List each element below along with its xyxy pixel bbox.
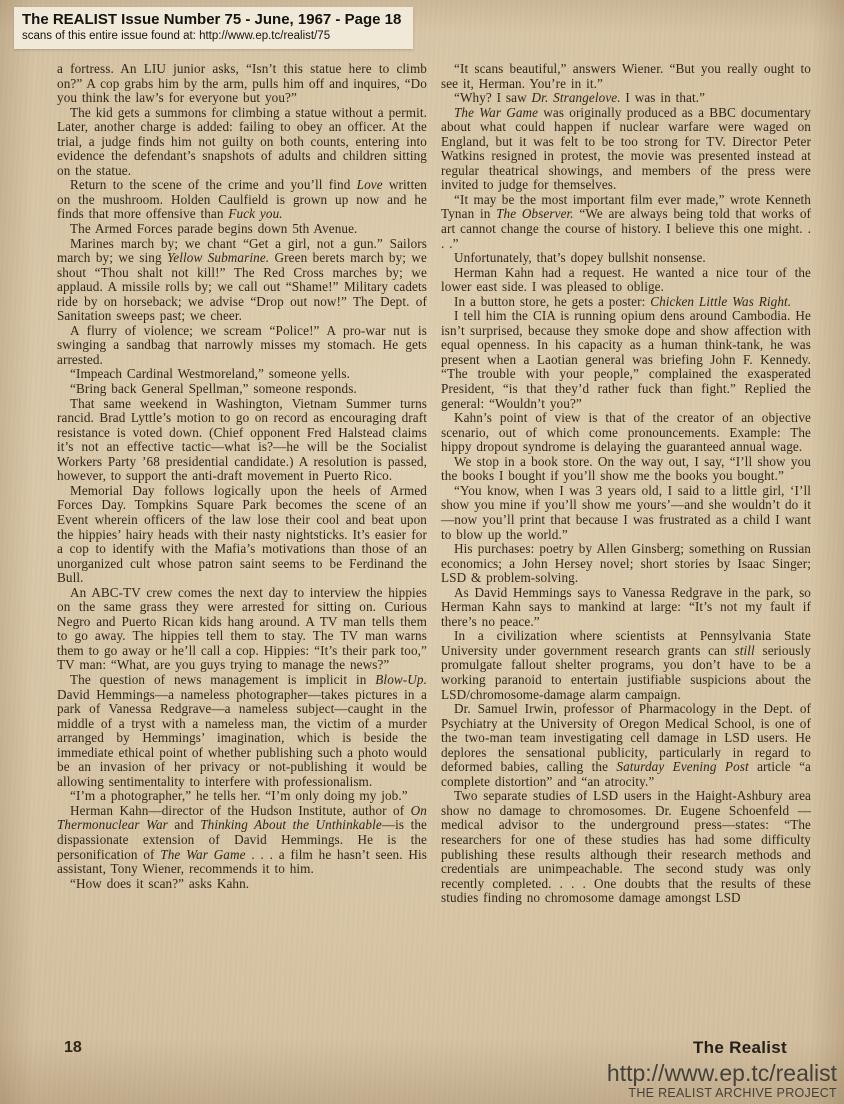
paragraph: Memorial Day follows logically upon the heels of Armed Forces Day. Tompkins Square Park becomes the scene of an Event wherein officers of the law lose their cool and beat upon the hippies’ hairy heads with their nasty nightsticks. It’s easier for a cop to identify with the Mafia’s motivations than those of an unorganized cult whose patron saint seems to be Ferdinand the Bull. <box>57 482 427 586</box>
article-columns <box>57 62 811 906</box>
archive-project-name: THE REALIST ARCHIVE PROJECT <box>628 1086 837 1100</box>
magazine-title: The Realist <box>693 1038 787 1057</box>
paragraph: The War Game was originally produced as a BBC documentary about what could happen if nuclear warfare were waged on England, but it was felt to be too strong for TV. Director Peter Watkins resigned in protest, the movie was presented instead at regular theatrical showings, and members of the press were invited to judge for themselves. <box>441 104 811 193</box>
paragraph: The question of news management is implicit in Blow-Up. David Hemmings—a nameless photographer—takes pictures in a park of Vanessa Redgrave—a nameless subject—caught in the middle of a tryst with a nameless man, the victim of a murder arranged by Hemmings’ imagination, which is beside the immediate ethical point of whether publishing such a photo would be an invasion of her privacy or not-publishing it would be allowing sentimentality to interfere with professionalism. <box>57 671 427 789</box>
paragraph: In a civilization where scientists at Pennsylvania State University under government research grants can still seriously promulgate fallout shelter programs, you don’t have to be a working paranoid to entertain justifiable suspicions about the LSD/chromosome-damage alarm campaign. <box>441 628 811 702</box>
paragraph: Herman Kahn had a request. He wanted a nice tour of the lower east side. I was pleased to oblige. <box>441 264 811 295</box>
paragraph: Dr. Samuel Irwin, professor of Pharmacology in the Dept. of Psychiatry at the University of Oregon Medical School, is one of the two-man team investigating cell damage in LSD users. He deplores the sensational publicity, particularly in regard to deformed babies, calling the Saturday Evening Post article “a complete distortion” and “an atrocity.” <box>441 701 811 789</box>
paragraph: “It scans beautiful,” answers Wiener. “But you really ought to see it, Herman. You’re in it.” <box>441 61 811 91</box>
paragraph: Return to the scene of the crime and you’ll find Love written on the mushroom. Holden Caulfield is grown up now and he finds that more offensive than Fuck you. <box>57 177 427 222</box>
archive-footer-url: http://www.ep.tc/realist <box>606 1060 837 1086</box>
article-column-right <box>441 62 811 906</box>
paragraph: Marines march by; we chant “Get a girl, not a gun.” Sailors march by; we sing Yellow Submarine. Green berets march by; we shout “Thou shalt not kill!” The Red Cross marches by; we applaud. A missile rolls by; we call out “Shame!” Military cadets ride by on horseback; we advise “Drop out now!” The Dept. of Sanitation sweeps past; we cheer. <box>57 235 428 324</box>
paragraph: In a button store, he gets a poster: Chicken Little Was Right. <box>454 293 792 309</box>
paragraph: Two separate studies of LSD users in the Haight-Ashbury area show no damage to chromosomes. Dr. Eugene Schoenfeld — medical advisor to the underground press—states: “The researchers for one of these studies has had some difficulty publishing these results although their research methods and credentials are unimpeachable. The second study was only recently completed. . . . One doubts that the results of these studies finding no chromosome damage amongst LSD <box>441 788 811 906</box>
paragraph: I tell him the CIA is running opium dens around Cambodia. He isn’t surprised, because they smoke dope and show affection with equal openness. In his capacity as a human think-tank, he was present when a Laotian general was briefing John F. Kennedy. “The trouble with your people,” complained the exasperated President, “is that they’d rather fuck than fight.” Replied the general: “Wouldn’t you?” <box>441 308 811 411</box>
paragraph: “You know, when I was 3 years old, I said to a little girl, ‘I’ll show you mine if you’ll show me yours’—and she wouldn’t do it—now you’ll print that because I was frustrated as a child I want to blow up the world.” <box>441 482 811 542</box>
paragraph: An ABC-TV crew comes the next day to interview the hippies on the same grass they were arrested for sitting on. Curious Negro and Puerto Rican kids hang around. A TV man tells them to go away. The hippies tell them to stay. The TV man warns them to go away or he’ll call a cop. Hippies: “It’s their park too,” TV man: “What, are you guys trying to manage the news?” <box>57 584 427 673</box>
archive-source-url: scans of this entire issue found at: http://www.ep.tc/realist/75 <box>22 30 331 42</box>
paragraph: Unfortunately, that’s dopey bullshit nonsense. <box>454 250 706 266</box>
paragraph: As David Hemmings says to Vanessa Redgrave in the park, so Herman Kahn says to mankind at large: “It’s not my fault if there’s no peace.” <box>441 584 811 629</box>
paragraph: “I’m a photographer,” he tells her. “I’m only doing my job.” <box>70 788 408 804</box>
paragraph: We stop in a book store. On the way out, I say, “I’ll show you the books I bought if you’ll show me the books you bought.” <box>441 453 811 484</box>
paragraph: “It may be the most important film ever made,” wrote Kenneth Tynan in The Observer. “We are always being told that works of art cannot change the course of history. I believe this one might. . . .” <box>441 191 811 251</box>
article-column-left <box>57 62 427 906</box>
paragraph: “Impeach Cardinal Westmoreland,” someone yells. <box>70 366 350 382</box>
paragraph: “Why? I saw Dr. Strangelove. I was in that.” <box>454 90 706 106</box>
paragraph: Herman Kahn—director of the Hudson Institute, author of On Thermonuclear War and Thinking About the Unthinkable—is the dispassionate extension of David Hemmings. He is the personification of The War Game . . . a film he hasn’t seen. His assistant, Tony Wiener, recommends it to him. <box>57 802 428 877</box>
paragraph: “Bring back General Spellman,” someone responds. <box>70 381 357 397</box>
paragraph: “How does it scan?” asks Kahn. <box>70 875 250 891</box>
paragraph: That same weekend in Washington, Vietnam Summer turns rancid. Brad Lyttle’s motion to go on record as encouraging draft resistance is voted down. (Chief opponent Fred Halstead claims it’s not an effective tactic—what is?—he will be the Socialist Workers Party ’68 presidential candidate.) A resolution is passed, however, to support the anti-draft movement in Puerto Rico. <box>57 395 427 484</box>
paragraph: a fortress. An LIU junior asks, “Isn’t this statue here to climb on?” A cop grabs him by the arm, pulls him off and inquires, “Do you think the law’s for everyone but you?” <box>57 61 427 106</box>
archive-header-label <box>14 7 413 49</box>
paragraph: The kid gets a summons for climbing a statue without a permit. Later, another charge is added: failing to obey an officer. At the trial, a judge finds him not guilty on both counts, entering into evidence the defendant’s snapshots of adults and children sitting on the statue. <box>57 104 427 178</box>
paragraph: His purchases: poetry by Allen Ginsberg; something on Russian economics; a John Hersey novel; short stories by Isaac Singer; LSD & problem-solving. <box>441 541 811 586</box>
paragraph: A flurry of violence; we scream “Police!” A pro-war nut is swinging a sandbag that narrowly misses my stomach. He gets arrested. <box>57 322 427 367</box>
page-number: 18 <box>64 1039 82 1056</box>
paragraph: The Armed Forces parade begins down 5th Avenue. <box>70 221 358 237</box>
issue-header-text: The REALIST Issue Number 75 - June, 1967 - Page 18 <box>22 11 402 28</box>
paragraph: Kahn’s point of view is that of the creator of an objective scenario, out of which come pronouncements. Example: The hippy dropout syndrome is delaying the guaranteed annual wage. <box>441 410 811 455</box>
